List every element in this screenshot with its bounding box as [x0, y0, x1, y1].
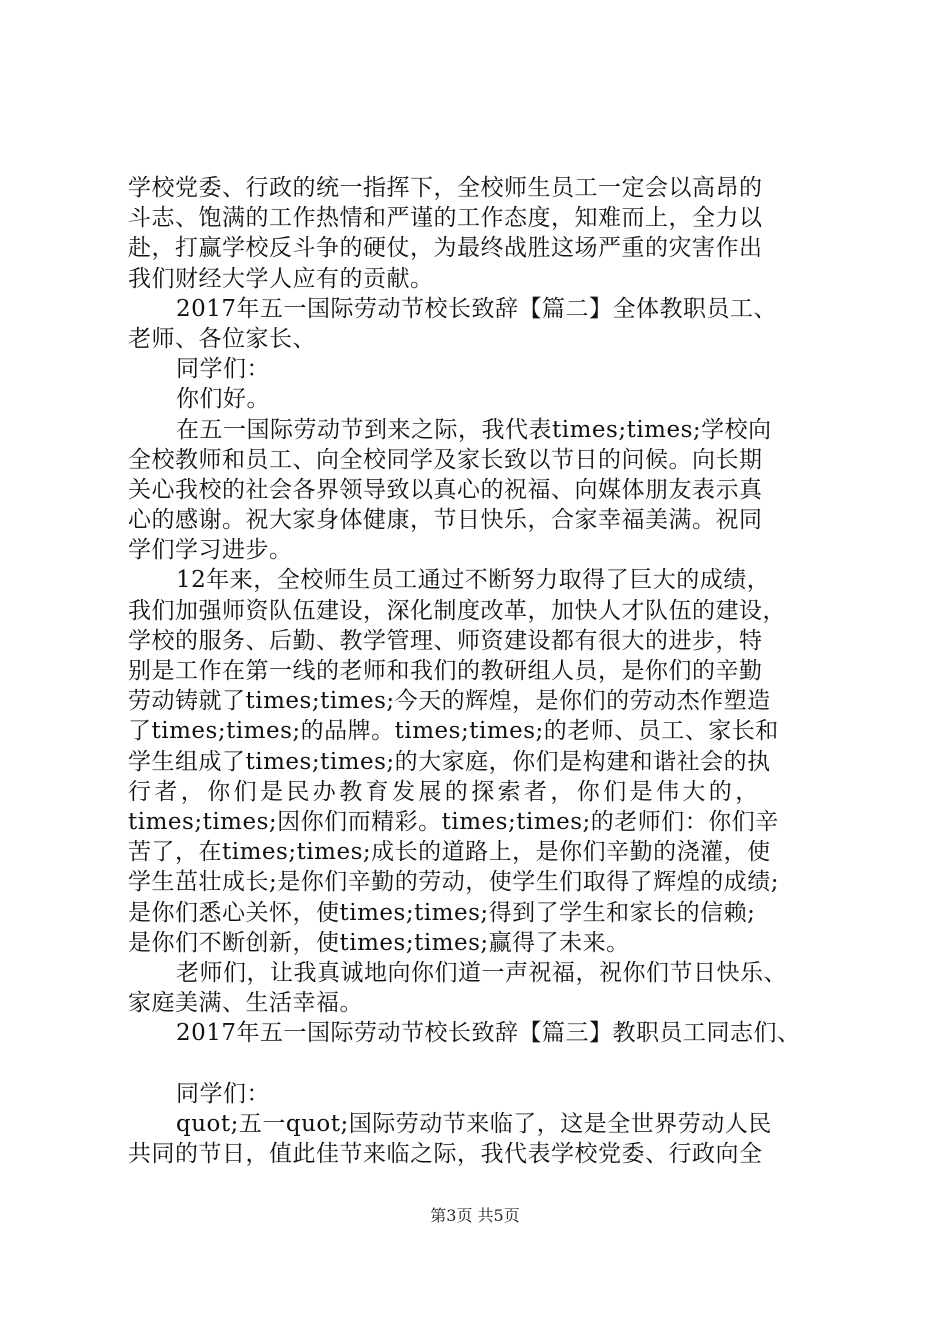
text-line: 学们学习进步。: [128, 537, 293, 564]
text-line: 心的感谢。祝大家身体健康，节日快乐，合家幸福美满。祝同: [128, 507, 763, 534]
text-line: 全校教师和员工、向全校同学及家长致以节日的问候。向长期: [128, 446, 763, 473]
text-line: 我们财经大学人应有的贡献。: [128, 265, 434, 292]
text-line: 是你们不断创新，使times;times;赢得了未来。: [128, 929, 630, 956]
text-line: 赴，打赢学校反斗争的硬仗，为最终战胜这场严重的灾害作出: [128, 235, 763, 262]
page-number-footer: 第3页 共5页: [430, 1206, 520, 1225]
text-line: quot;五一quot;国际劳动节来临了，这是全世界劳动人民: [176, 1110, 772, 1137]
document-body: [128, 173, 828, 1169]
text-line: 劳动铸就了times;times;今天的辉煌，是你们的劳动杰作塑造: [128, 688, 771, 715]
text-line: 老师们，让我真诚地向你们道一声祝福，祝你们节日快乐、: [176, 959, 787, 986]
text-line: 学校的服务、后勤、教学管理、师资建设都有很大的进步，特: [128, 627, 763, 654]
text-line: 行者，你们是民办教育发展的探索者，你们是伟大的，: [128, 778, 762, 805]
text-line: 苦了，在times;times;成长的道路上，是你们辛勤的浇灌，使: [128, 839, 771, 866]
text-line: 别是工作在第一线的老师和我们的教研组人员，是你们的辛勤: [128, 658, 763, 684]
greeting: 你们好。: [176, 386, 270, 413]
blank-line: [128, 1048, 828, 1078]
text-line: 学生茁壮成长;是你们辛勤的劳动，使学生们取得了辉煌的成绩;: [128, 869, 779, 896]
text-line: 老师、各位家长、: [128, 325, 316, 352]
text-line: 关心我校的社会各界领导致以真心的祝福、向媒体朋友表示真: [128, 476, 763, 503]
text-line: 我们加强师资队伍建设，深化制度改革，加快人才队伍的建设，: [128, 597, 786, 624]
text-line: 学校党委、行政的统一指挥下，全校师生员工一定会以高昂的: [128, 175, 763, 201]
text-line: 共同的节日，值此佳节来临之际，我代表学校党委、行政向全: [128, 1141, 763, 1167]
salutation: 同学们：: [176, 356, 270, 383]
section-heading-3: 2017年五一国际劳动节校长致辞【篇三】教职员工同志们、: [176, 1020, 801, 1047]
section-heading-2: 2017年五一国际劳动节校长致辞【篇二】全体教职员工、: [176, 295, 778, 322]
text-line: 12年来，全校师生员工通过不断努力取得了巨大的成绩，: [176, 567, 771, 594]
text-line: 家庭美满、生活幸福。: [128, 990, 363, 1017]
text-line: 在五一国际劳动节到来之际，我代表times;times;学校向: [176, 416, 772, 443]
text-line: 是你们悉心关怀，使times;times;得到了学生和家长的信赖;: [128, 899, 756, 926]
text-line: 学生组成了times;times;的大家庭，你们是构建和谐社会的执: [128, 748, 771, 775]
salutation: 同学们：: [176, 1080, 270, 1107]
text-line: times;times;因你们而精彩。times;times;的老师们：你们辛: [128, 808, 779, 835]
text-line: 斗志、饱满的工作热情和严谨的工作态度，知难而上，全力以: [128, 205, 763, 232]
text-line: 了times;times;的品牌。times;times;的老师、员工、家长和: [128, 718, 779, 745]
